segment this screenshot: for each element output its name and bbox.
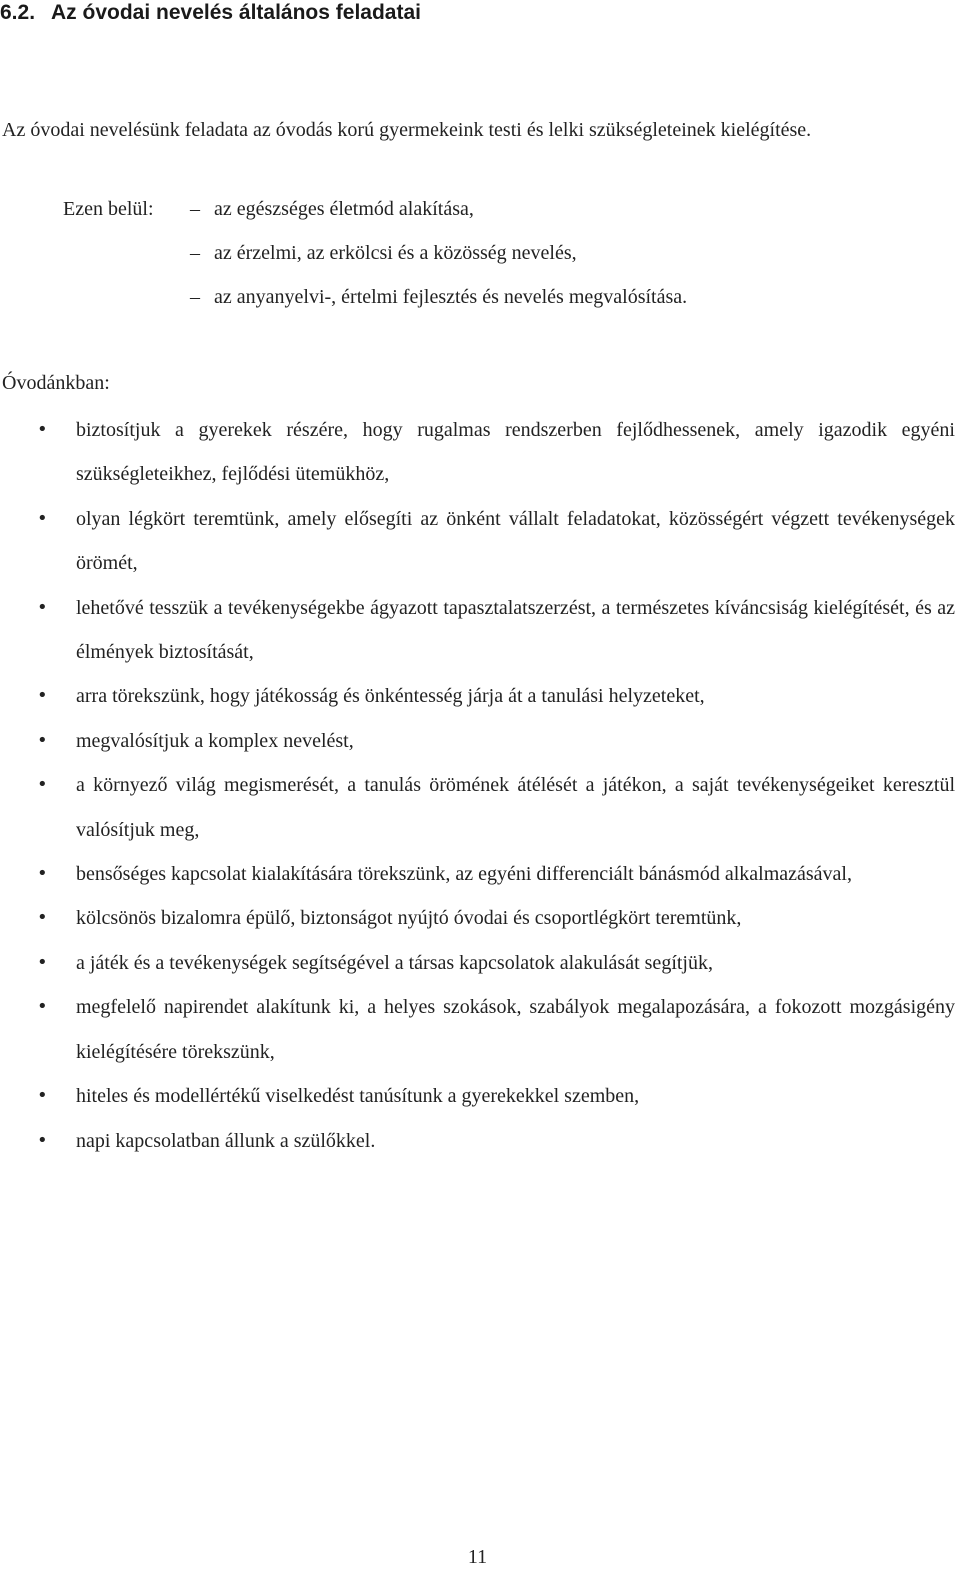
bullet-dot-icon: • (37, 507, 48, 529)
bullet-text: olyan légkört teremtünk, amely elősegíti az önként vállalt feladatokat, közösségért végzett tevékenységek örömét, (76, 507, 955, 575)
dash-list-item (190, 238, 577, 268)
bullet-dot-icon: • (37, 863, 48, 885)
bullet-dot-icon: • (37, 596, 48, 618)
bullet-item (0, 941, 955, 985)
dash-marker: – (190, 198, 200, 220)
bullet-item (0, 1119, 955, 1163)
bullet-item (0, 674, 955, 718)
bullet-text: a környező világ megismerését, a tanulás örömének átélését a játékon, a saját tevékenységeiket keresztül valósítjuk meg, (76, 774, 955, 841)
section-title: Az óvodai nevelés általános feladatai (51, 1, 421, 24)
bullet-dot-icon: • (37, 1085, 48, 1107)
bullet-item (0, 852, 955, 896)
bullet-text: megfelelő napirendet alakítunk ki, a helyes szokások, szabályok megalapozására, a fokozott mozgásigény kielégítésére törekszünk, (76, 996, 955, 1063)
page-number: 11 (467, 1546, 488, 1568)
dash-item-text: az anyanyelvi-, értelmi fejlesztés és nevelés megvalósítása. (214, 286, 688, 308)
bullet-dot-icon: • (37, 729, 48, 751)
bullet-dot-icon: • (37, 774, 48, 796)
dash-list-item (190, 282, 687, 312)
bullet-dot-icon: • (37, 907, 48, 929)
ovodankban-label: Óvodánkban: (2, 372, 110, 394)
bullet-item (0, 586, 955, 675)
dash-list-item (190, 194, 474, 224)
bullet-dot-icon: • (37, 951, 48, 973)
dash-item-text: az egészséges életmód alakítása, (214, 198, 474, 220)
bullet-text: bensőséges kapcsolat kialakítására törekszünk, az egyéni differenciált bánásmód alkalmazásával, (76, 863, 852, 886)
bullet-text: megvalósítjuk a komplex nevelést, (76, 729, 354, 752)
intro-paragraph: Az óvodai nevelésünk feladata az óvodás korú gyermekeink testi és lelki szükségleteinek kielégítése. (2, 119, 812, 141)
bullet-list (0, 408, 955, 1163)
bullet-item (0, 763, 955, 852)
bullet-item (0, 408, 955, 497)
section-number: 6.2. (0, 1, 36, 24)
bullet-dot-icon: • (37, 996, 48, 1018)
bullet-dot-icon: • (37, 419, 48, 440)
ezen-belul-label: Ezen belül: (63, 198, 154, 220)
bullet-text: biztosítjuk a gyerekek részére, hogy rugalmas rendszerben fejlődhessenek, amely igazodik egyéni szükségleteikhez, fejlődési ütemükhöz, (76, 419, 955, 486)
bullet-item (0, 719, 955, 763)
bullet-text: hiteles és modellértékű viselkedést tanúsítunk a gyerekekkel szemben, (76, 1085, 640, 1108)
dash-item-text: az érzelmi, az erkölcsi és a közösség nevelés, (214, 242, 577, 264)
dash-marker: – (190, 242, 200, 264)
bullet-text: arra törekszünk, hogy játékosság és önkéntesség járja át a tanulási helyzeteket, (76, 685, 705, 708)
bullet-text: a játék és a tevékenységek segítségével a társas kapcsolatok alakulását segítjük, (76, 951, 713, 974)
bullet-item (0, 985, 955, 1074)
bullet-item (0, 1074, 955, 1118)
bullet-item (0, 497, 955, 586)
dash-marker: – (190, 286, 200, 308)
bullet-text: lehetővé tesszük a tevékenységekbe ágyazott tapasztalatszerzést, a természetes kíváncsiság kielégítését, és az élmények biztosítását, (76, 596, 955, 664)
section-heading (0, 0, 421, 26)
bullet-dot-icon: • (37, 685, 48, 707)
bullet-item (0, 896, 955, 940)
bullet-dot-icon: • (37, 1129, 48, 1151)
bullet-text: kölcsönös bizalomra épülő, biztonságot nyújtó óvodai és csoportlégkört teremtünk, (76, 907, 742, 930)
bullet-text: napi kapcsolatban állunk a szülőkkel. (76, 1129, 376, 1152)
